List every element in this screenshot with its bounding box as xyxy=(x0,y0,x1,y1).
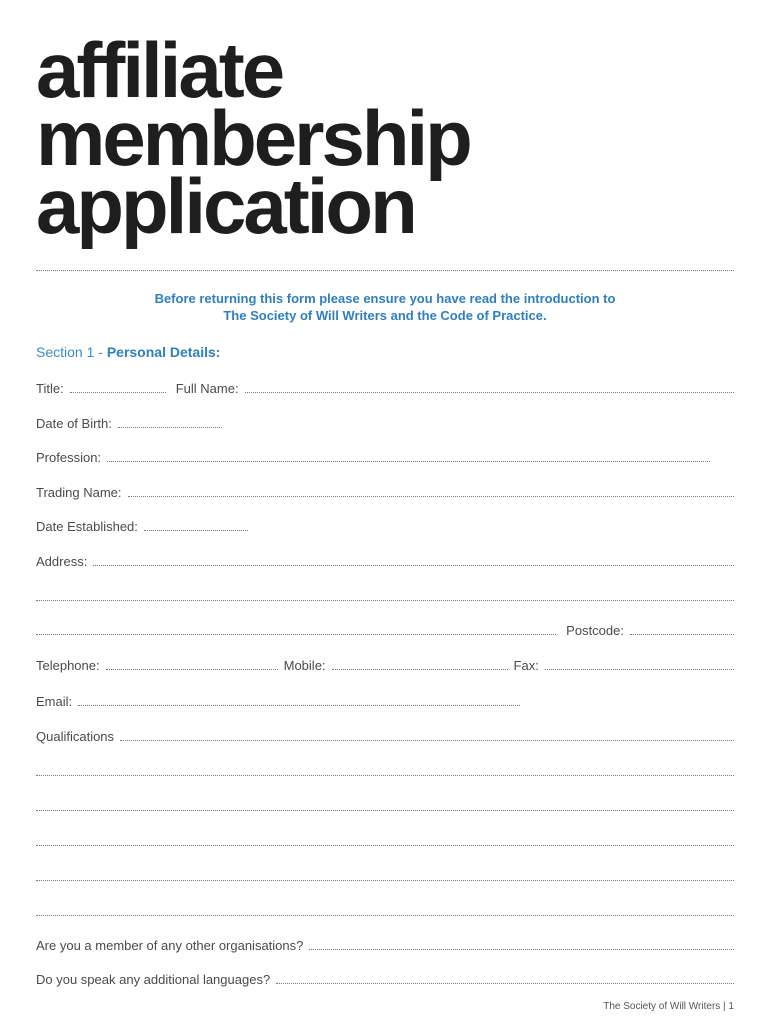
telephone-field[interactable] xyxy=(106,669,278,670)
row-qualifications-6 xyxy=(36,901,734,919)
row-title-fullname xyxy=(36,378,734,396)
section-name: Personal Details: xyxy=(106,344,221,360)
languages-field[interactable] xyxy=(276,983,734,984)
section-heading xyxy=(36,344,220,360)
qualifications-field-3[interactable] xyxy=(36,810,734,811)
telephone-label: Telephone: xyxy=(36,658,100,673)
row-dob xyxy=(36,413,734,431)
trading-name-field[interactable] xyxy=(128,496,735,497)
title-label: Title: xyxy=(36,381,64,396)
title-divider xyxy=(36,270,734,271)
row-qualifications-4 xyxy=(36,831,734,849)
row-address-2 xyxy=(36,586,734,604)
address-field-2[interactable] xyxy=(36,600,734,601)
languages-label: Do you speak any additional languages? xyxy=(36,972,271,987)
email-label: Email: xyxy=(36,694,73,709)
date-established-label: Date Established: xyxy=(36,519,138,534)
profession-label: Profession: xyxy=(36,450,102,465)
fax-label: Fax: xyxy=(513,658,539,673)
title-line-3: application xyxy=(36,162,415,250)
mobile-label: Mobile: xyxy=(283,658,326,673)
row-other-orgs xyxy=(36,935,734,953)
title-field[interactable] xyxy=(70,392,166,393)
full-name-field[interactable] xyxy=(245,392,734,393)
address-field-1[interactable] xyxy=(93,565,734,566)
form-title xyxy=(36,26,470,250)
dob-field[interactable] xyxy=(118,427,222,428)
row-languages xyxy=(36,969,734,987)
other-orgs-field[interactable] xyxy=(309,949,734,950)
trading-name-label: Trading Name: xyxy=(36,485,122,500)
mobile-field[interactable] xyxy=(332,669,508,670)
row-profession xyxy=(36,447,710,465)
row-address xyxy=(36,551,734,569)
qualifications-field-2[interactable] xyxy=(36,775,734,776)
profession-field[interactable] xyxy=(107,461,710,462)
address-label: Address: xyxy=(36,554,88,569)
qualifications-field-4[interactable] xyxy=(36,845,734,846)
section-prefix: Section 1 - xyxy=(36,344,107,360)
dob-label: Date of Birth: xyxy=(36,416,112,431)
row-qualifications xyxy=(36,726,734,744)
email-field[interactable] xyxy=(78,705,520,706)
row-phones xyxy=(36,655,734,673)
intro-line-1: Before returning this form please ensure you have read the introduction to xyxy=(154,291,616,306)
qualifications-field-1[interactable] xyxy=(120,740,734,741)
fax-field[interactable] xyxy=(545,669,734,670)
title-line-2: membership xyxy=(36,94,470,182)
row-qualifications-2 xyxy=(36,761,734,779)
qualifications-field-6[interactable] xyxy=(36,915,734,916)
date-established-field[interactable] xyxy=(144,530,248,531)
qualifications-label: Qualifications xyxy=(36,729,115,744)
row-trading-name xyxy=(36,482,734,500)
intro-notice xyxy=(36,290,734,324)
intro-line-2: The Society of Will Writers and the Code of Practice. xyxy=(223,308,547,323)
row-qualifications-3 xyxy=(36,796,734,814)
postcode-label: Postcode: xyxy=(566,623,624,638)
address-field-3[interactable] xyxy=(36,634,556,635)
page-footer: The Society of Will Writers | 1 xyxy=(603,1001,734,1012)
full-name-label: Full Name: xyxy=(175,381,239,396)
row-address-postcode xyxy=(36,620,734,638)
other-orgs-label: Are you a member of any other organisations? xyxy=(36,938,304,953)
title-line-1: affiliate xyxy=(36,26,283,114)
postcode-field[interactable] xyxy=(630,634,734,635)
qualifications-field-5[interactable] xyxy=(36,880,734,881)
row-date-established xyxy=(36,516,734,534)
row-email xyxy=(36,691,734,709)
row-qualifications-5 xyxy=(36,866,734,884)
